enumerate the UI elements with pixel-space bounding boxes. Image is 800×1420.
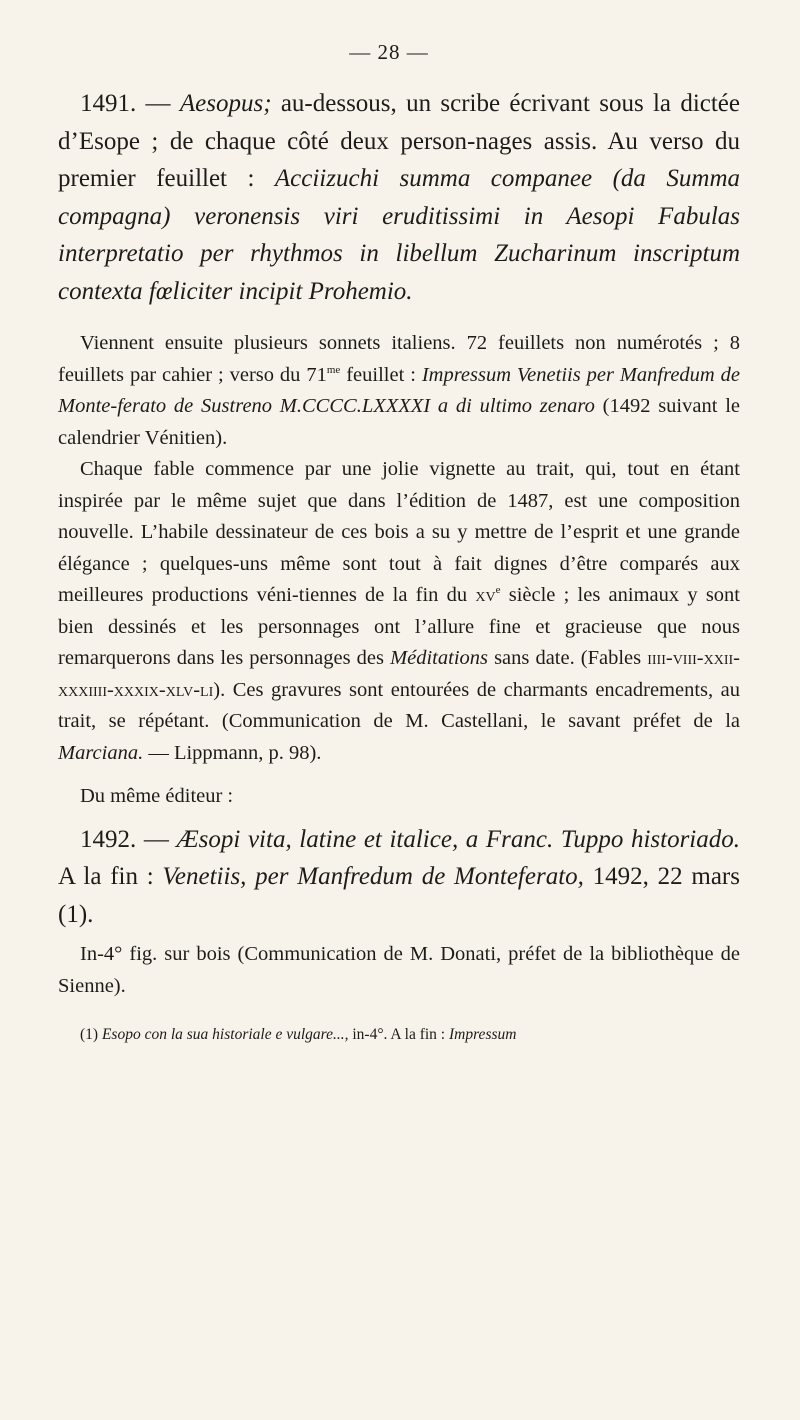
paragraph-format: In-4° fig. sur bois (Communication de M. Donati, préfet de la bibliothèque de Sienne).	[58, 943, 740, 997]
entry-description: au-dessous, un scribe écrivant sous la dictée d’Esope ; de chaque côté deux person-nages assis. Au verso du premier feuillet :	[58, 90, 741, 192]
footnote-colophon: Impressum	[449, 1026, 517, 1043]
entry-title: Æsopi vita, latine et italice, a Franc. Tuppo historiado.	[176, 825, 740, 853]
entry-year: 1491.	[80, 90, 137, 117]
library-name: Marciana.	[58, 741, 144, 764]
colophon-text: Impressum Venetiis per Manfredum de Monte-ferato de Sustreno M.CCCC.LXXXXI a di ultimo zenaro	[58, 363, 740, 417]
paragraph-editeur: Du même éditeur :	[80, 785, 234, 807]
entry-1492: 1492. — Æsopi vita, latine et italice, a Franc. Tuppo historiado. A la fin : Venetiis, per Manfredum de Monteferato, 1492, 22 mars (1).	[58, 825, 740, 928]
document-page	[58, 40, 740, 1046]
entry-incipit: Acciizuchi summa companee (da Summa compagna) veronensis viri eruditissimi in Aesopi Fabulas interpretatio per rhythmos in libellum Zucharinum inscriptum contexta fœliciter incipit Prohemio.	[58, 165, 740, 305]
entry-title: Aesopus;	[179, 90, 272, 117]
entry-year: 1492.	[80, 825, 137, 853]
work-title: Méditations	[390, 647, 488, 669]
paragraph-fable: Chaque fable commence par une jolie vignette au trait, qui, tout en étant inspirée par le même sujet que dans l’édition de 1487, est une composition nouvelle. L’habile dessinateur de ces bois a su y mettre de l’esprit et une grande élégance ; quelques-uns même sont tout à fait dignes d’être comparés aux meilleures productions véni-tiennes de la fin du $xv^e$ siècle ; les animaux y sont bien dessinés et les personnages ont l’allure fine et gracieuse que nous remarquerons dans les personnages des Méditations sans date. (Fables iiii-viii-xxii-xxxiiii-xxxix-xlv-li). Ces gravures sont entourées de charmants encadrements, au trait, se répétant. (Communication de M. Castellani, le savant préfet de la Marciana. — Lippmann, p. 98).	[58, 458, 741, 764]
paragraph-sonnets: Viennent ensuite plusieurs sonnets italiens. 72 feuillets non numérotés ; 8 feuillets par cahier ; verso du $71^{me}$ feuillet : Impressum Venetiis per Manfredum de Monte-ferato de Sustreno M.CCCC.LXXXXI a di ultimo zenaro (1492 suivant le calendrier Vénitien).	[58, 332, 740, 449]
entry-1491: 1491. — Aesopus; au-dessous, un scribe écrivant sous la dictée d’Esope ; de chaque côté deux person-nages assis. Au verso du premier feuillet : Acciizuchi summa companee (da Summa compagna) veronensis viri eruditissimi in Aesopi Fabulas interpretatio per rhythmos in libellum Zucharinum inscriptum contexta fœliciter incipit Prohemio.	[58, 90, 741, 305]
footnote-mark: (1)	[80, 1026, 102, 1043]
footnote: (1) Esopo con la sua historiale e vulgare..., in-4°. A la fin : Impressum	[80, 1026, 517, 1043]
footnote-work: Esopo con la sua historiale e vulgare...,	[101, 1026, 349, 1043]
colophon-text: Venetiis, per Manfredum de Monteferato,	[162, 863, 584, 890]
fables-list: iiii-viii-xxii-xxxiiii-xxxix-xlv-li	[58, 647, 740, 701]
page-number: — 28 —	[349, 40, 429, 64]
